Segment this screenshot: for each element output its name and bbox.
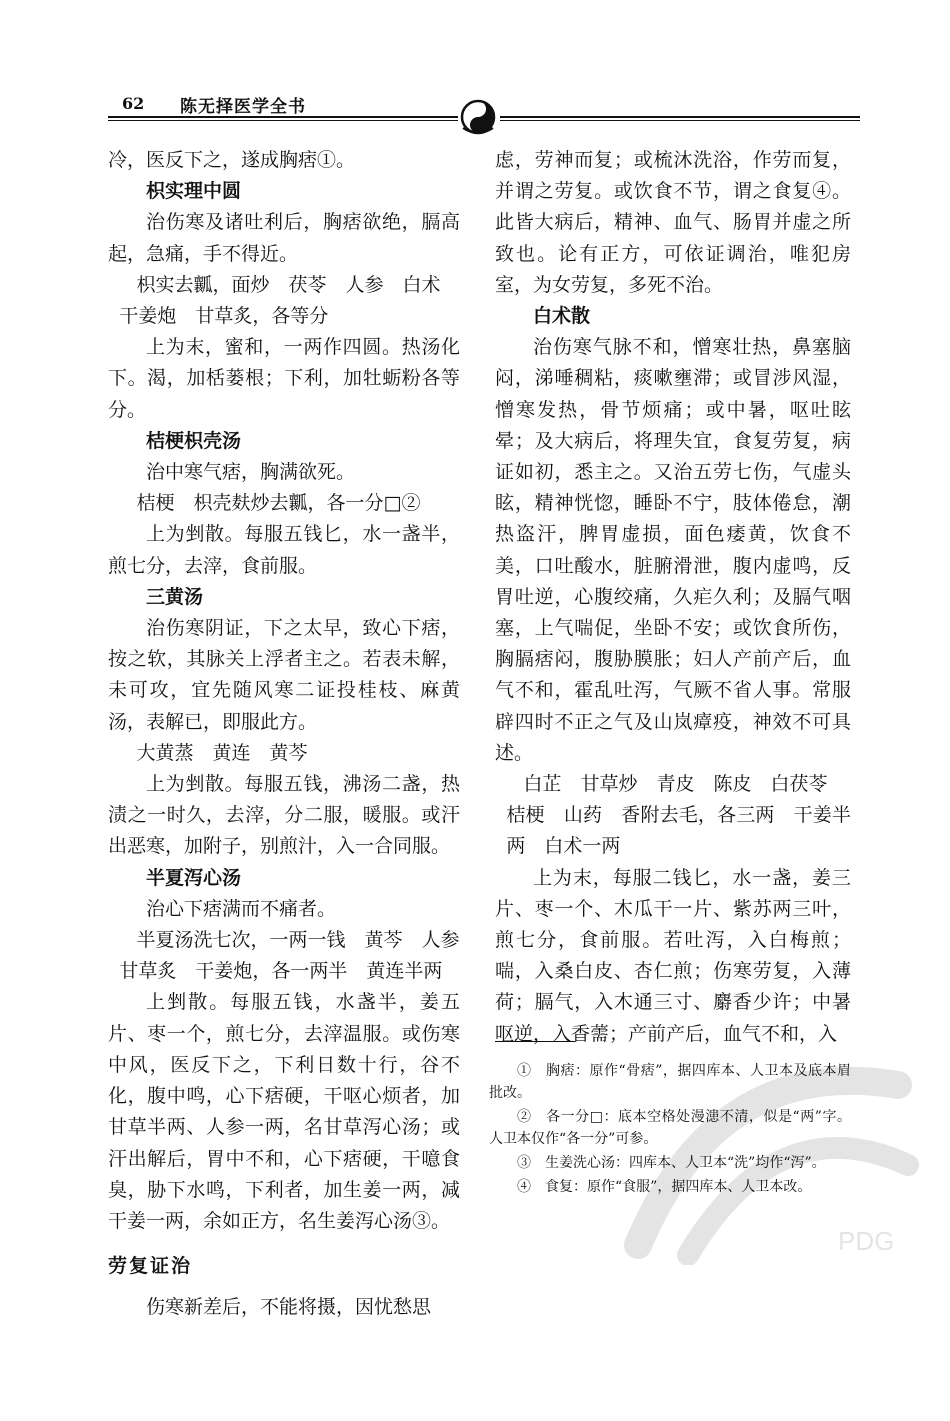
footnote: ④ 食复：原作“食服”，据四库本、人卫本改。	[517, 1179, 812, 1195]
page-number: 62	[122, 94, 145, 113]
ingredient-line: 桔梗 枳壳麸炒去瓤，各一分□②	[136, 492, 421, 515]
paragraph: 治心下痞满而不痛者。	[146, 897, 337, 920]
section-heading: 劳复证治	[108, 1255, 193, 1278]
footnote: ③ 生姜洗心汤：四库本、人卫本“洗”均作“泻”。	[517, 1155, 826, 1171]
paragraph: 伤寒新差后，不能将摄，因忧愁思	[146, 1296, 432, 1319]
formula-title: 桔梗枳壳汤	[146, 429, 242, 452]
footnote-rule	[495, 1041, 575, 1042]
formula-title: 三黄汤	[146, 585, 204, 608]
formula-title: 白术散	[533, 305, 591, 328]
header-rule-right	[500, 116, 860, 118]
ingredient-line: 枳实去瓤，面炒 茯苓 人参 白术	[136, 273, 441, 296]
watermark-stamp	[598, 1045, 928, 1265]
ingredient-line: 半夏汤洗七次，一两一钱 黄芩 人参	[136, 929, 460, 952]
ingredient-line: 白芷 甘草炒 青皮 陈皮 白茯苓	[523, 773, 828, 796]
ingredient-line: 甘草炙 干姜炮，各一两半 黄连半两	[119, 960, 443, 983]
ingredient-line: 大黄蒸 黄连 黄芩	[136, 741, 308, 764]
ingredient-line: 桔梗 山药 香附去毛，各三两 干姜半两 白术一两	[506, 804, 851, 858]
paragraph: 上为末，蜜和，一两作四圆。热汤化下。渴，加栝蒌根；下利，加牡蛎粉各等分。	[108, 336, 460, 421]
paragraph: 上为剉散。每服五钱匕，水一盏半，煎七分，去滓，食前服。	[108, 523, 460, 577]
paragraph: 上为末，每服二钱匕，水一盏，姜三片、枣一个、木瓜干一片、紫苏两三叶，煎七分，食前服。若吐泻，入白梅煎；喘，入桑白皮、杏仁煎；伤寒劳复，入薄荷；膈气，入木通三寸、麝香少许；中暑呕逆，入香薷；产前产后，血气不和，入	[495, 866, 851, 1045]
paragraph: 治伤寒及诸吐利后，胸痞欲绝，膈高起，急痛，手不得近。	[108, 211, 460, 265]
watermark-text: PDG	[838, 1226, 895, 1256]
left-column	[108, 145, 460, 1324]
footnote: ① 胸痞：原作“骨痞”，据四库本、人卫本及底本眉批改。	[489, 1063, 851, 1101]
right-column	[495, 145, 851, 1050]
paragraph: 治中寒气痞，胸满欲死。	[146, 461, 356, 484]
header-rule-right-thin	[500, 120, 860, 121]
taiji-logo-icon	[459, 98, 497, 136]
ingredient-line: 干姜炮 甘草炙，各等分	[119, 305, 329, 328]
paragraph: 上为剉散。每服五钱，沸汤二盏，热渍之一时久，去滓，分二服，暖服。或汗出恶寒，加附子，别煎汁，入一合同服。	[108, 773, 460, 858]
paragraph: 治伤寒气脉不和，憎寒壮热，鼻塞脑闷，涕唾稠粘，痰嗽壅滞；或冒涉风湿，憎寒发热，骨节烦痛；或中暑，呕吐眩晕；及大病后，将理失宜，食复劳复，病证如初，悉主之。又治五劳七伤，气虚头眩，精神恍惚，睡卧不宁，肢体倦怠，潮热盗汗，脾胃虚损，面色痿黄，饮食不美，口吐酸水，脏腑滑泄，腹内虚鸣，反胃吐逆，心腹绞痛，久疟久利；及膈气咽塞，上气喘促，坐卧不安；或饮食所伤，胸膈痞闷，腹胁膜胀；妇人产前产后，血气不和，霍乱吐泻，气厥不省人事。常服辟四时不正之气及山岚瘴疫，神效不可具述。	[495, 336, 851, 764]
paragraph: 上剉散。每服五钱，水盏半，姜五片、枣一个，煎七分，去滓温服。或伤寒中风，医反下之，下利日数十行，谷不化，腹中鸣，心下痞硬，干呕心烦者，加甘草半两、人参一两，名甘草泻心汤；或汗出解后，胃中不和，心下痞硬，干噫食臭，胁下水鸣，下利者，加生姜一两，减干姜一两，余如正方，名生姜泻心汤③。	[108, 991, 460, 1232]
header-rule-left	[108, 116, 458, 118]
paragraph-continuation: 虑，劳神而复；或梳沐洗浴，作劳而复，并谓之劳复。或饮食不节，谓之食复④。此皆大病后，精神、血气、肠胃并虚之所致也。论有正方，可依证调治，唯犯房室，为女劳复，多死不治。	[495, 149, 851, 296]
paragraph: 治伤寒阴证，下之太早，致心下痞，按之软，其脉关上浮者主之。若表未解，未可攻，宜先随风寒二证投桂枝、麻黄汤，表解已，即服此方。	[108, 617, 460, 733]
formula-title: 半夏泻心汤	[146, 866, 242, 889]
page-header	[100, 88, 870, 128]
header-rule-left-thin	[108, 120, 458, 121]
book-title: 陈无择医学全书	[180, 97, 306, 117]
paragraph-continuation: 冷，医反下之，遂成胸痞①。	[108, 149, 356, 171]
footnote: ② 各一分□：底本空格处漫漶不清，似是“两”字。人卫本仅作“各一分”可参。	[489, 1109, 851, 1147]
formula-title: 枳实理中圆	[146, 180, 242, 203]
